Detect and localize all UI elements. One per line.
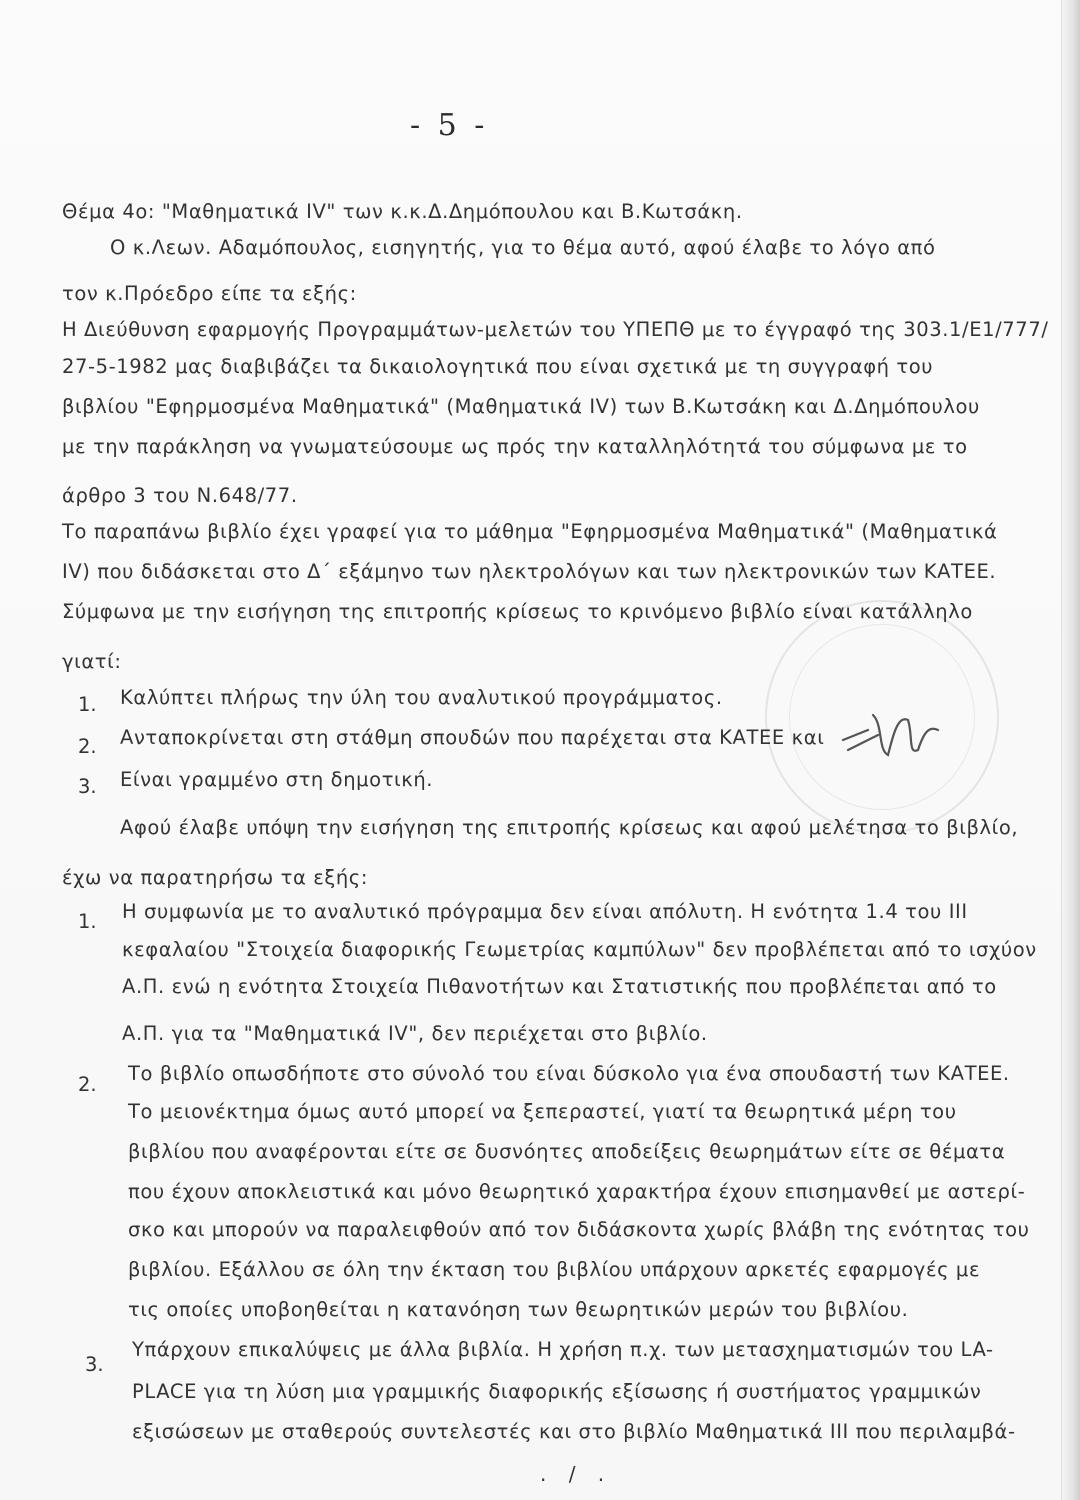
list-item: PLACE για τη λύση μια γραμμικής διαφορικής εξίσωσης ή συστήματος γραμμικών <box>132 1380 982 1403</box>
text-line: Η Διεύθυνση εφαρμογής Προγραμμάτων-μελετών του ΥΠΕΠΘ με το έγγραφό της 303.1/Ε1/777/ <box>62 318 1049 341</box>
text-line: IV) που διδάσκεται στο Δ΄ εξάμηνο των ηλεκτρολόγων και των ηλεκτρονικών των ΚΑΤΕΕ. <box>62 560 997 583</box>
list-number: 2. <box>78 735 97 758</box>
list-item: σκο και μπορούν να παραλειφθούν από τον διδάσκοντα χωρίς βλάβη της ενότητας του <box>128 1218 1030 1241</box>
list-item: Α.Π. για τα "Μαθηματικά IV", δεν περιέχεται στο βιβλίο. <box>122 1022 708 1045</box>
page-edge <box>1061 0 1080 1500</box>
list-item: τις οποίες υποβοηθείται η κατανόηση των θεωρητικών μερών του βιβλίου. <box>128 1298 909 1321</box>
list-item: κεφαλαίου "Στοιχεία διαφορικής Γεωμετρίας καμπύλων" δεν προβλέπεται από το ισχύον <box>122 938 1037 961</box>
list-item: Το βιβλίο οπωσδήποτε στο σύνολό του είναι δύσκολο για ένα σπουδαστή των ΚΑΤΕΕ. <box>128 1062 1010 1085</box>
list-item: Καλύπτει πλήρως την ύλη του αναλυτικού προγράμματος. <box>120 686 723 709</box>
list-item: Είναι γραμμένο στη δημοτική. <box>120 768 434 791</box>
list-number: 3. <box>78 775 97 798</box>
list-number: 1. <box>78 910 97 933</box>
text-line: Σύμφωνα με την εισήγηση της επιτροπής κρίσεως το κρινόμενο βιβλίο είναι κατάλληλο <box>62 600 973 623</box>
list-item: Υπάρχουν επικαλύψεις με άλλα βιβλία. Η χρήση π.χ. των μετασχηματισμών του LA- <box>132 1338 994 1361</box>
text-line: Το παραπάνω βιβλίο έχει γραφεί για το μάθημα "Εφηρμοσμένα Μαθηματικά" (Μαθηματικά <box>62 520 998 543</box>
list-item: Το μειονέκτημα όμως αυτό μπορεί να ξεπεραστεί, γιατί τα θεωρητικά μέρη του <box>128 1100 957 1123</box>
text-line: 27-5-1982 μας διαβιβάζει τα δικαιολογητικά που είναι σχετικά με τη συγγραφή του <box>62 355 934 378</box>
list-item: που έχουν αποκλειστικά και μόνο θεωρητικό χαρακτήρα έχουν επισημανθεί με αστερί- <box>128 1180 1026 1203</box>
page-number: - 5 - <box>410 108 489 143</box>
text-line: έχω να παρατηρήσω τα εξής: <box>62 866 369 889</box>
topic-heading: Θέμα 4ο: "Μαθηματικά IV" των κ.κ.Δ.Δημόπουλου και Β.Κωτσάκη. <box>62 200 743 223</box>
list-number: 3. <box>85 1353 104 1376</box>
list-item: Η συμφωνία με το αναλυτικό πρόγραμμα δεν είναι απόλυτη. Η ενότητα 1.4 του III <box>122 900 968 923</box>
continuation-mark: . / . <box>540 1462 613 1486</box>
text-line: άρθρο 3 του Ν.648/77. <box>62 484 298 507</box>
text-line: γιατί: <box>62 650 122 673</box>
list-item: βιβλίου που αναφέρονται είτε σε δυσνόητες αποδείξεις θεωρημάτων είτε σε θέματα <box>128 1140 1006 1163</box>
list-number: 2. <box>78 1073 97 1096</box>
text-line: με την παράκληση να γνωματεύσουμε ως πρός την καταλληλότητά του σύμφωνα με το <box>62 435 968 458</box>
list-item: εξισώσεων με σταθερούς συντελεστές και στο βιβλίο Μαθηματικά III που περιλαμβά- <box>132 1420 1016 1443</box>
text-line: Αφού έλαβε υπόψη την εισήγηση της επιτροπής κρίσεως και αφού μελέτησα το βιβλίο, <box>120 816 1019 839</box>
list-item: βιβλίου. Εξάλλου σε όλη την έκταση του βιβλίου υπάρχουν αρκετές εφαρμογές με <box>128 1258 981 1281</box>
list-number: 1. <box>78 693 97 716</box>
text-line: τον κ.Πρόεδρο είπε τα εξής: <box>62 282 357 305</box>
list-item: Α.Π. ενώ η ενότητα Στοιχεία Πιθανοτήτων και Στατιστικής που προβλέπεται από το <box>122 975 997 998</box>
signature-icon <box>838 695 948 775</box>
text-line: Ο κ.Λεων. Αδαμόπουλος, εισηγητής, για το θέμα αυτό, αφού έλαβε το λόγο από <box>110 236 936 259</box>
list-item: Ανταποκρίνεται στη στάθμη σπουδών που παρέχεται στα ΚΑΤΕΕ και <box>120 726 825 749</box>
text-line: βιβλίου "Εφηρμοσμένα Μαθηματικά" (Μαθηματικά IV) των Β.Κωτσάκη και Δ.Δημόπουλου <box>62 395 980 418</box>
